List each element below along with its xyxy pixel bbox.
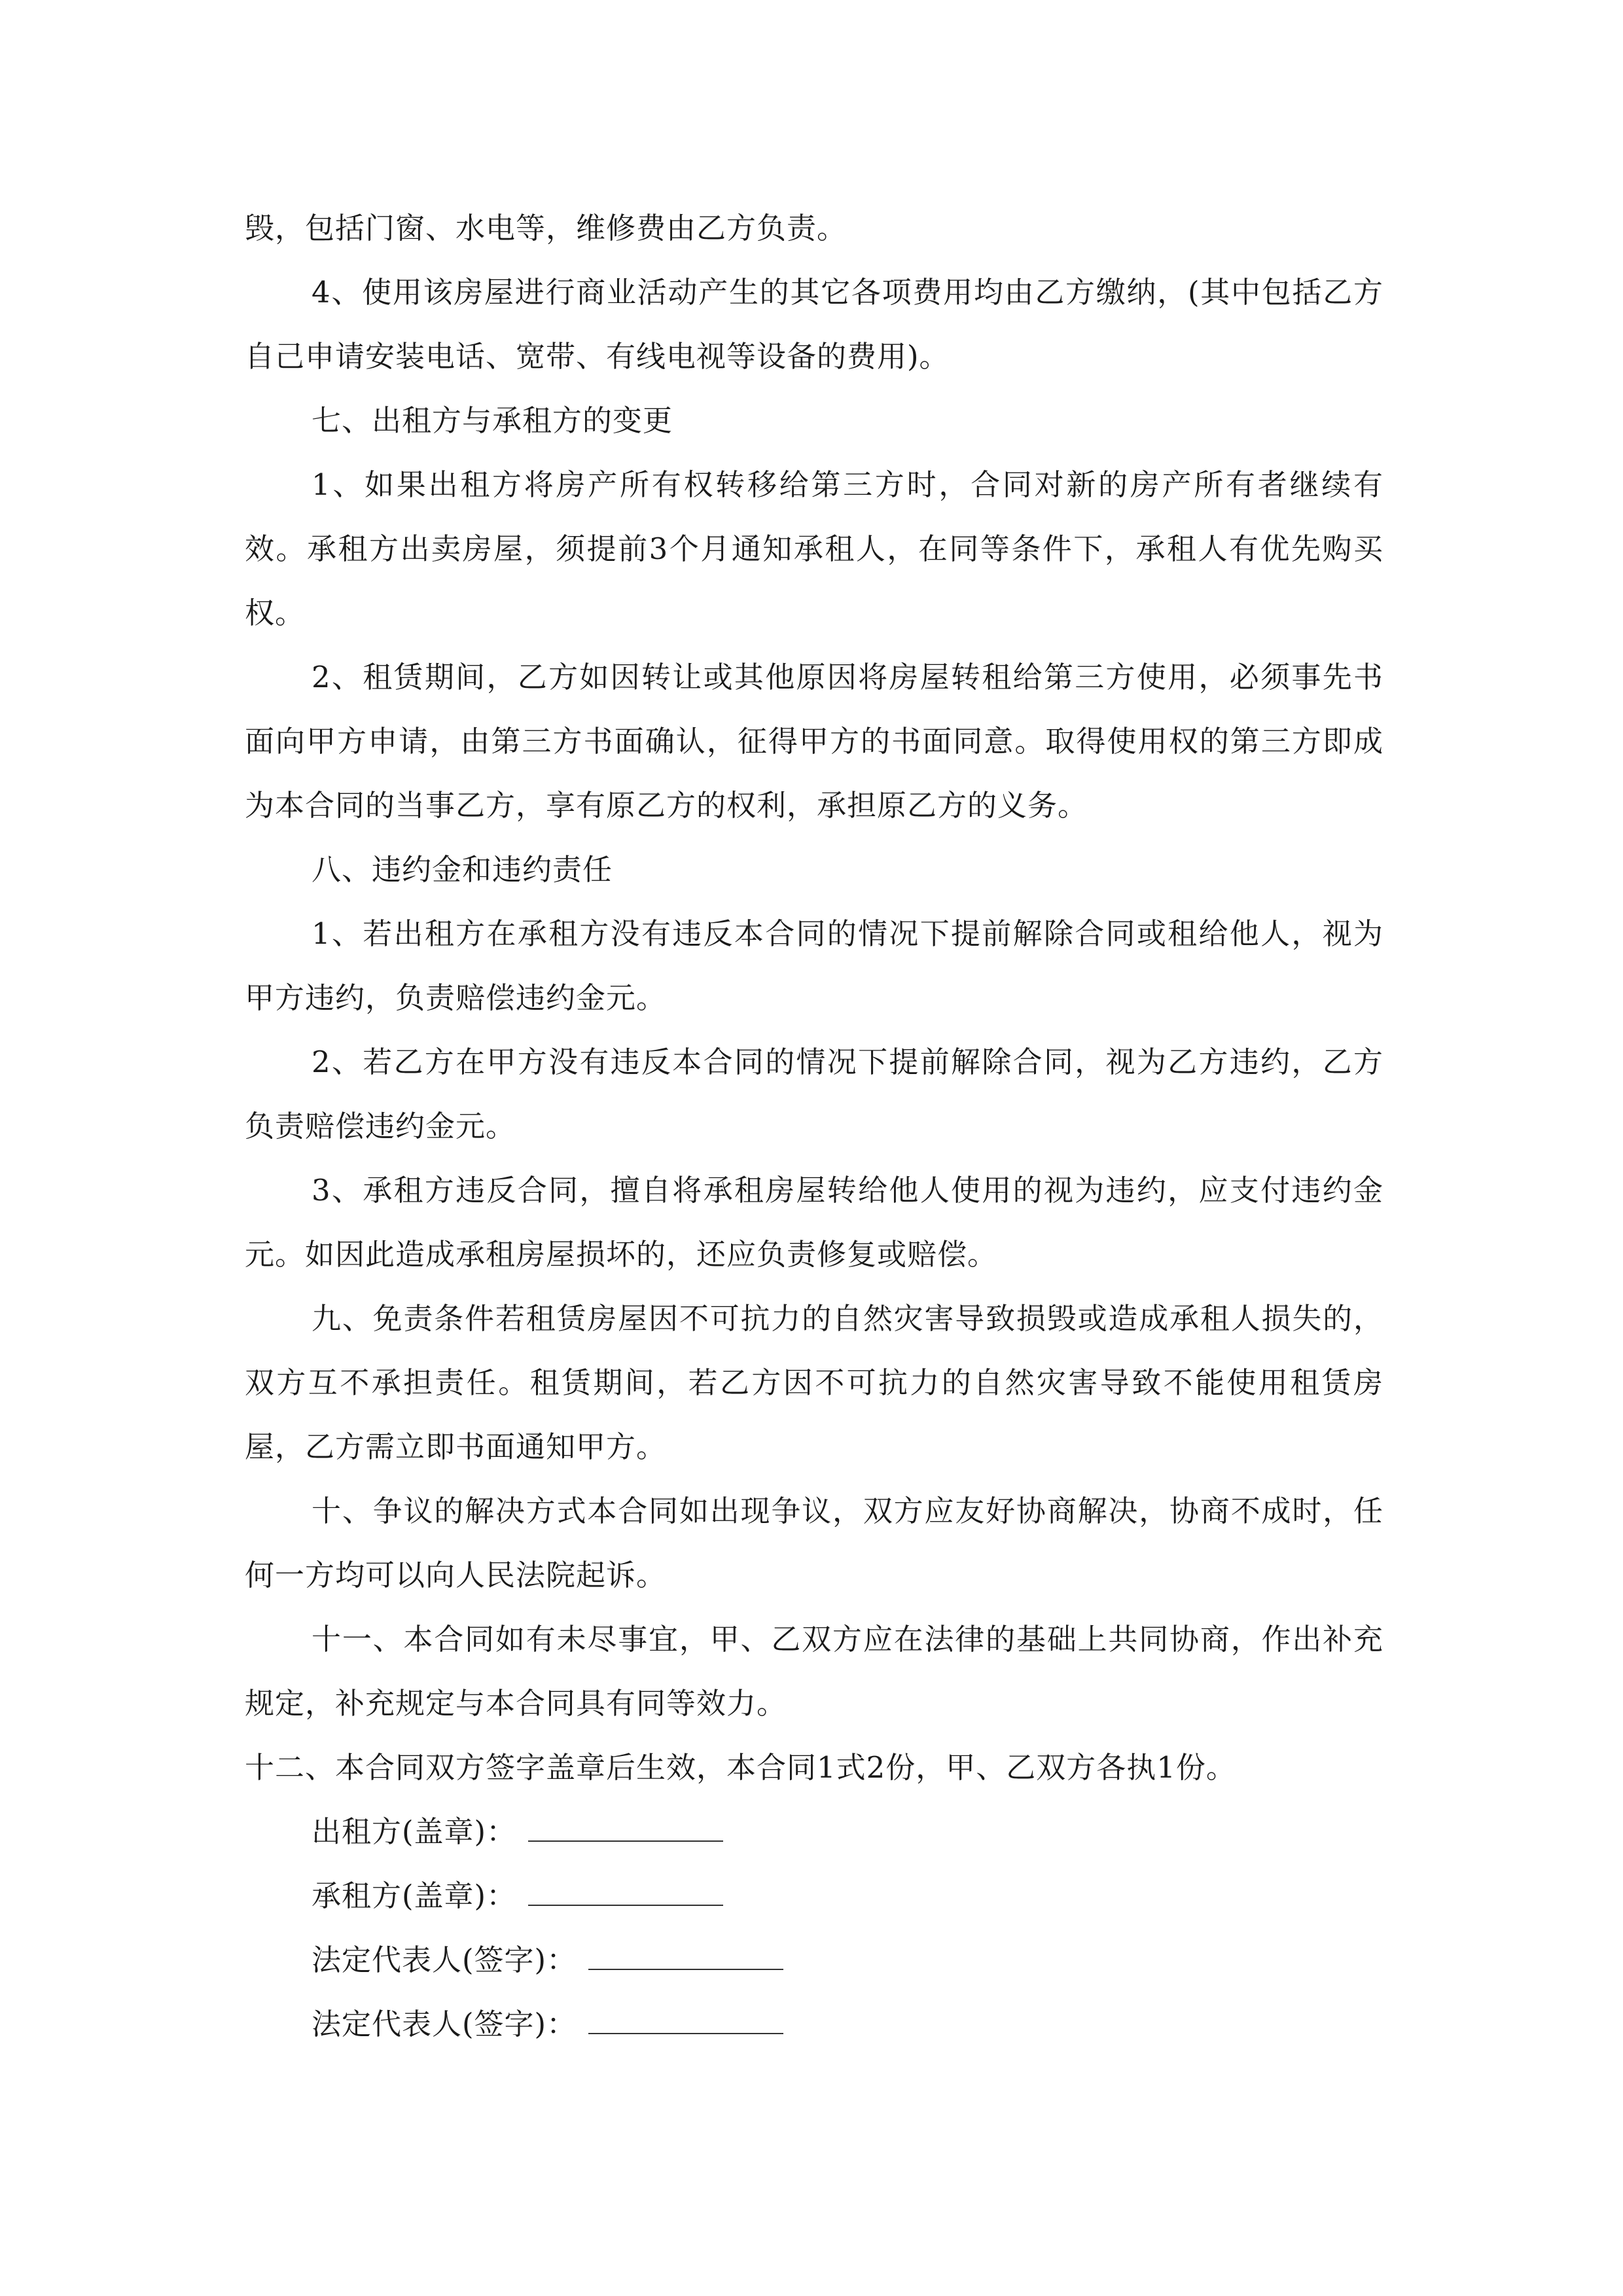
paragraph-clause-7-2: 2、租赁期间，乙方如因转让或其他原因将房屋转租给第三方使用，必须事先书面向甲方申请，由第三方书面确认，征得甲方的书面同意。取得使用权的第三方即成为本合同的当事乙方，享有原乙方的权利，承担原乙方的义务。 (245, 660, 1383, 823)
signature-row-legal-rep-1 (245, 1928, 1383, 1992)
signature-row-legal-rep-2 (245, 1992, 1383, 2056)
signature-row-lessor (245, 1800, 1383, 1864)
signature-blank-legal-rep-2[interactable] (588, 2004, 783, 2034)
section-heading-7: 七、出租方与承租方的变更 (312, 403, 673, 438)
signature-label-lessee: 承租方(盖章)： (312, 1878, 517, 1913)
paragraph-clause-8-2: 2、若乙方在甲方没有违反本合同的情况下提前解除合同，视为乙方违约，乙方负责赔偿违约金元。 (245, 1045, 1383, 1143)
signature-label-legal-rep-1: 法定代表人(签字)： (312, 1943, 577, 1977)
paragraph-clause-8-3: 3、承租方违反合同，擅自将承租房屋转给他人使用的视为违约，应支付违约金元。如因此造成承租房屋损坏的，还应负责修复或赔偿。 (245, 1173, 1383, 1272)
paragraph-section-12: 十二、本合同双方签字盖章后生效，本合同1式2份，甲、乙双方各执1份。 (245, 1750, 1236, 1785)
signature-label-legal-rep-2: 法定代表人(签字)： (312, 2007, 577, 2041)
document-body (245, 196, 1383, 2056)
signature-blank-lessor[interactable] (528, 1812, 723, 1842)
paragraph-section-11: 十一、本合同如有未尽事宜，甲、乙双方应在法律的基础上共同协商，作出补充规定，补充规定与本合同具有同等效力。 (245, 1622, 1383, 1721)
signature-label-lessor: 出租方(盖章)： (312, 1814, 517, 1849)
signature-blank-legal-rep-1[interactable] (588, 1940, 783, 1970)
paragraph-clause-7-1: 1、如果出租方将房产所有权转移给第三方时，合同对新的房产所有者继续有效。承租方出卖房屋，须提前3个月通知承租人，在同等条件下，承租人有优先购买权。 (245, 467, 1383, 630)
section-heading-8: 八、违约金和违约责任 (312, 852, 613, 887)
signature-row-lessee (245, 1864, 1383, 1928)
paragraph-section-9: 九、免责条件若租赁房屋因不可抗力的自然灾害导致损毁或造成承租人损失的，双方互不承担责任。租赁期间，若乙方因不可抗力的自然灾害导致不能使用租赁房屋，乙方需立即书面通知甲方。 (245, 1301, 1383, 1464)
signature-blank-lessee[interactable] (528, 1876, 723, 1906)
paragraph-clause-8-1: 1、若出租方在承租方没有违反本合同的情况下提前解除合同或租给他人，视为甲方违约，负责赔偿违约金元。 (245, 916, 1383, 1015)
paragraph-repair-continuation: 毁，包括门窗、水电等，维修费由乙方负责。 (245, 211, 847, 245)
paragraph-clause-6-4: 4、使用该房屋进行商业活动产生的其它各项费用均由乙方缴纳，(其中包括乙方自己申请安装电话、宽带、有线电视等设备的费用)。 (245, 275, 1383, 374)
paragraph-section-10: 十、争议的解决方式本合同如出现争议，双方应友好协商解决，协商不成时，任何一方均可以向人民法院起诉。 (245, 1494, 1383, 1592)
